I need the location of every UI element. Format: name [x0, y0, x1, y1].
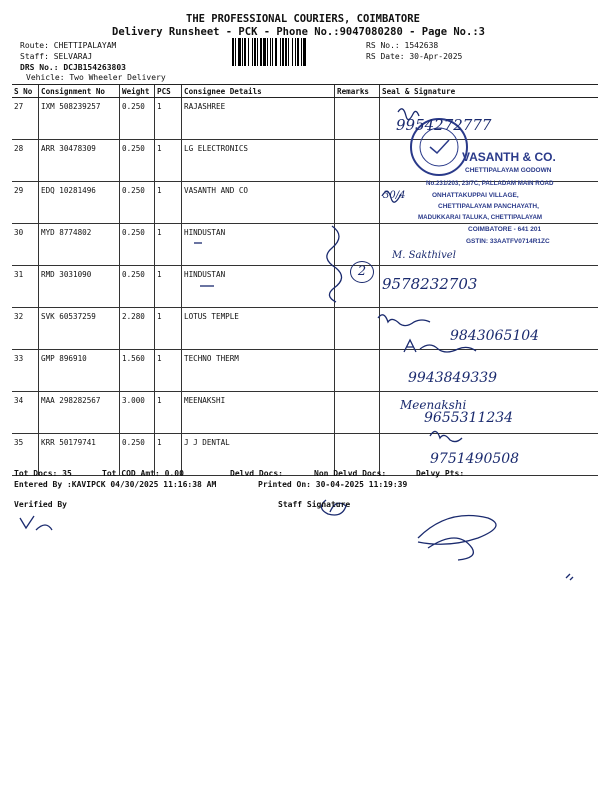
delivery-points: Delvy Pts:: [416, 469, 465, 478]
handwritten-phone: 9943849339: [408, 370, 498, 386]
stamp-line: GSTIN: 33AATFV0714R1ZC: [466, 238, 550, 245]
consignment-cell: IXM 508239257: [39, 98, 120, 140]
sno-cell: 32: [12, 308, 39, 350]
col-consignment: Consignment No: [39, 85, 120, 98]
weight-cell: 2.280: [120, 308, 155, 350]
col-sno: S No: [12, 85, 39, 98]
weight-cell: 0.250: [120, 266, 155, 308]
sno-cell: 27: [12, 98, 39, 140]
weight-cell: 0.250: [120, 434, 155, 476]
sno-cell: 30: [12, 224, 39, 266]
non-delivered-docs: Non Delvd Docs:: [314, 469, 387, 478]
printed-on: Printed On: 30-04-2025 11:19:39: [258, 480, 408, 489]
consignee-cell: J J DENTAL: [182, 434, 335, 476]
circled-number-mark: 2: [350, 261, 374, 283]
stamp-line: CHETTIPALAYAM GODOWN: [465, 167, 552, 174]
delivered-docs: Delvd Docs:: [230, 469, 283, 478]
company-title: THE PROFESSIONAL COURIERS, COIMBATORE: [186, 13, 420, 25]
col-remarks: Remarks: [335, 85, 380, 98]
rs-date: RS Date: 30-Apr-2025: [366, 52, 463, 61]
sno-cell: 28: [12, 140, 39, 182]
stamp-line: CHETTIPALAYAM PANCHAYATH,: [438, 203, 539, 210]
pcs-cell: 1: [155, 266, 182, 308]
consignee-cell: RAJASHREE: [182, 98, 335, 140]
consignment-cell: RMD 3031090: [39, 266, 120, 308]
pcs-cell: 1: [155, 140, 182, 182]
handwritten-phone: 9578232703: [382, 275, 478, 293]
consignment-cell: EDQ 10281496: [39, 182, 120, 224]
consignee-cell: TECHNO THERM: [182, 350, 335, 392]
handwritten-phone: 9843065104: [450, 328, 540, 344]
consignment-cell: MAA 298282567: [39, 392, 120, 434]
rs-number: RS No.: 1542638: [366, 41, 439, 50]
stamp-line: COIMBATORE - 641 201: [468, 226, 542, 233]
vehicle-field: Vehicle: Two Wheeler Delivery: [26, 73, 166, 82]
staff-signature-label: Staff Signature: [278, 500, 351, 509]
col-seal-signature: Seal & Signature: [380, 85, 599, 98]
consignment-cell: GMP 896910: [39, 350, 120, 392]
sno-cell: 35: [12, 434, 39, 476]
runsheet-subtitle: Delivery Runsheet - PCK - Phone No.:9047080280 - Page No.:3: [112, 26, 485, 38]
sno-cell: 34: [12, 392, 39, 434]
staff-field: Staff: SELVARAJ: [20, 52, 93, 61]
col-weight: Weight: [120, 85, 155, 98]
pcs-cell: 1: [155, 392, 182, 434]
consignee-cell: HINDUSTAN: [182, 224, 335, 266]
pcs-cell: 1: [155, 224, 182, 266]
weight-cell: 1.560: [120, 350, 155, 392]
sno-cell: 29: [12, 182, 39, 224]
handwritten-phone: 9751490508: [430, 451, 520, 467]
sno-cell: 31: [12, 266, 39, 308]
handwritten-name: Meenakshi: [400, 398, 467, 412]
weight-cell: 0.250: [120, 224, 155, 266]
weight-cell: 3.000: [120, 392, 155, 434]
weight-cell: 0.250: [120, 140, 155, 182]
route-field: Route: CHETTIPALAYAM: [20, 41, 117, 50]
col-consignee: Consignee Details: [182, 85, 335, 98]
pcs-cell: 1: [155, 182, 182, 224]
total-docs: Tot Docs: 35: [14, 469, 72, 478]
handwritten-date: 30/4: [383, 190, 406, 201]
stamp-line: ONHATTAKUPPAI VILLAGE,: [432, 192, 519, 199]
sno-cell: 33: [12, 350, 39, 392]
handwritten-name: M. Sakthivel: [392, 250, 456, 261]
consignee-cell: HINDUSTAN: [182, 266, 335, 308]
consignee-cell: LG ELECTRONICS: [182, 140, 335, 182]
consignment-cell: SVK 60537259: [39, 308, 120, 350]
pcs-cell: 1: [155, 350, 182, 392]
drs-number: DRS No.: DCJB154263803: [20, 63, 126, 72]
stamp-line: MADUKKARAI TALUKA, CHETTIPALAYAM: [418, 214, 543, 221]
weight-cell: 0.250: [120, 98, 155, 140]
col-pcs: PCS: [155, 85, 182, 98]
pcs-cell: 1: [155, 434, 182, 476]
consignment-cell: MYD 8774802: [39, 224, 120, 266]
entered-by: Entered By :KAVIPCK 04/30/2025 11:16:38 AM: [14, 480, 217, 489]
handwritten-phone: 9954272777: [396, 116, 492, 134]
consignee-cell: VASANTH AND CO: [182, 182, 335, 224]
consignee-cell: LOTUS TEMPLE: [182, 308, 335, 350]
verified-by-label: Verified By: [14, 500, 67, 509]
stamp-line: No.231/203, 23/7C, PALLADAM MAIN ROAD: [426, 180, 554, 187]
consignment-cell: KRR 50179741: [39, 434, 120, 476]
consignment-cell: ARR 30478309: [39, 140, 120, 182]
consignee-cell: MEENAKSHI: [182, 392, 335, 434]
pcs-cell: 1: [155, 308, 182, 350]
stamp-company-name: VASANTH & CO.: [462, 150, 556, 164]
handwritten-phone: 9655311234: [424, 410, 514, 426]
weight-cell: 0.250: [120, 182, 155, 224]
total-cod-amount: Tot COD Amt: 0.00: [102, 469, 184, 478]
pcs-cell: 1: [155, 98, 182, 140]
